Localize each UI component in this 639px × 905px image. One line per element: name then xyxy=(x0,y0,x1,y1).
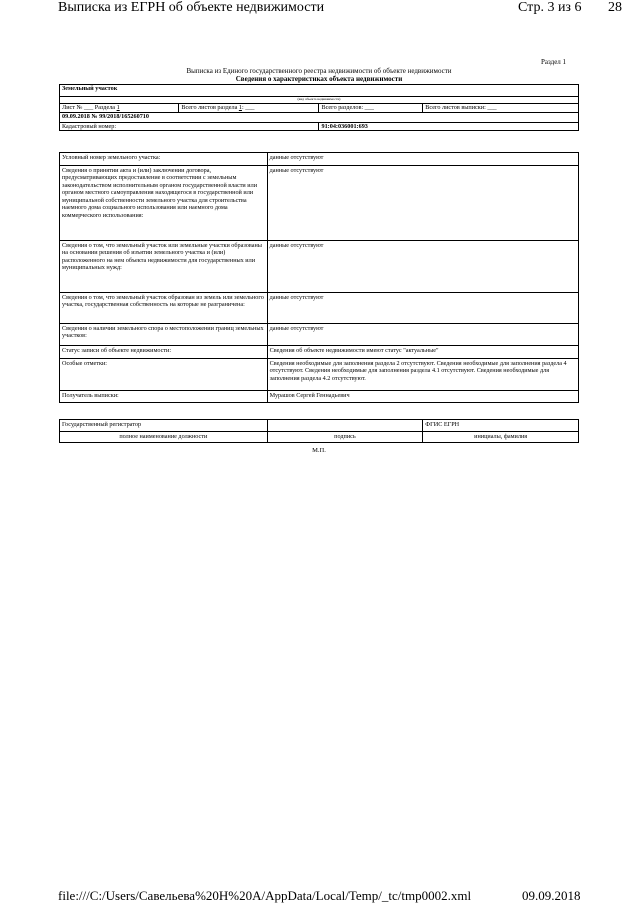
table-row xyxy=(60,346,579,359)
signature-table xyxy=(59,419,579,443)
sheets-in-section-tail: : ___ xyxy=(241,104,255,111)
print-header-page-number: 28 xyxy=(608,0,622,15)
row-value: Сведения необходимые для заполнения раздела 2 отсутствуют. Сведения необходимые для заполнения раздела 4 отсутствуют. Сведения необходимые для заполнения раздела 4.1 отсутствуют. Сведения необходимые для заполнения раздела 4.2 отсутствуют. xyxy=(267,359,578,391)
table-row xyxy=(60,359,579,391)
row-value: данные отсутствуют xyxy=(267,166,578,241)
row-label: Сведения о принятии акта и (или) заключении договора, предусматривающих предоставление в соответствии с земельным законодательством исполнительным органом государственной власти или органом местного самоуправления находящегося в государственной или муниципальной собственности земельного участка для строительства наемного дома социального использования или наемного дома коммерческого использования: xyxy=(60,166,268,241)
table-row xyxy=(60,166,579,241)
row-value: данные отсутствуют xyxy=(267,241,578,293)
table-row xyxy=(60,391,579,403)
object-type-caption: (вид объекта недвижимости) xyxy=(60,97,579,104)
table-row xyxy=(60,293,579,324)
row-value: данные отсутствуют xyxy=(267,324,578,346)
section-label: Раздел 1 xyxy=(541,58,567,66)
caption-name: инициалы, фамилия xyxy=(423,432,579,443)
object-header-table xyxy=(59,84,579,131)
table-row xyxy=(60,324,579,346)
row-label: Сведения о наличии земельного спора о местоположении границ земельных участков: xyxy=(60,324,268,346)
row-label: Условный номер земельного участка: xyxy=(60,153,268,166)
document-subtitle: Сведения о характеристиках объекта недвижимости xyxy=(235,75,403,83)
print-header-title: Выписка из ЕГРН об объекте недвижимости xyxy=(58,0,325,15)
signature-cell xyxy=(267,420,423,432)
table-row xyxy=(60,153,579,166)
caption-position: полное наименование должности xyxy=(60,432,268,443)
sheets-total: Всего листов выписки: ___ xyxy=(423,104,579,113)
stamp-place: М.П. xyxy=(312,447,326,454)
sheets-in-section-cell xyxy=(179,104,319,113)
cadastral-value: 91:04:036001:693 xyxy=(319,123,579,131)
sheet-number-cell xyxy=(60,104,179,113)
object-type: Земельный участок xyxy=(60,85,579,97)
registrar-name: ФГИС ЕГРН xyxy=(423,420,579,432)
row-label: Сведения о том, что земельный участок образован из земель или земельного участка, государственная собственность на которые не разграничена: xyxy=(60,293,268,324)
characteristics-table xyxy=(59,152,579,403)
row-label: Особые отметки: xyxy=(60,359,268,391)
cadastral-label: Кадастровый номер: xyxy=(60,123,319,131)
row-label: Получатель выписки: xyxy=(60,391,268,403)
sections-total: Всего разделов: ___ xyxy=(319,104,423,113)
row-value: Мурашов Сергей Геннадьевич xyxy=(267,391,578,403)
sheet-label: Лист № ___ Раздела xyxy=(62,104,116,111)
sheets-in-section-value: 1 xyxy=(238,104,242,111)
caption-signature: подпись xyxy=(267,432,423,443)
print-footer-date: 09.09.2018 xyxy=(522,888,581,903)
date-number: 09.09.2018 № 99/2018/165260710 xyxy=(60,113,579,123)
table-row xyxy=(60,241,579,293)
row-value: данные отсутствуют xyxy=(267,293,578,324)
sheet-section-number: 1 xyxy=(116,104,120,111)
print-header-page: Стр. 3 из 6 xyxy=(518,0,582,15)
document-title: Выписка из Единого государственного реестра недвижимости об объекте недвижимости xyxy=(186,67,452,75)
sheets-in-section-label: Всего листов раздела xyxy=(181,104,238,111)
row-label: Статус записи об объекте недвижимости: xyxy=(60,346,268,359)
row-label: Сведения о том, что земельный участок или земельные участки образованы на основании решения об изъятии земельного участка и (или) расположенного на нем объекта недвижимости для государственных или муниципальных нужд: xyxy=(60,241,268,293)
row-value: Сведения об объекте недвижимости имеют статус "актуальные" xyxy=(267,346,578,359)
row-value: данные отсутствуют xyxy=(267,153,578,166)
registrar-position: Государственный регистратор xyxy=(60,420,268,432)
print-footer-path: file:///C:/Users/Савельева%20Н%20А/AppData/Local/Temp/_tc/tmp0002.xml xyxy=(58,888,472,903)
